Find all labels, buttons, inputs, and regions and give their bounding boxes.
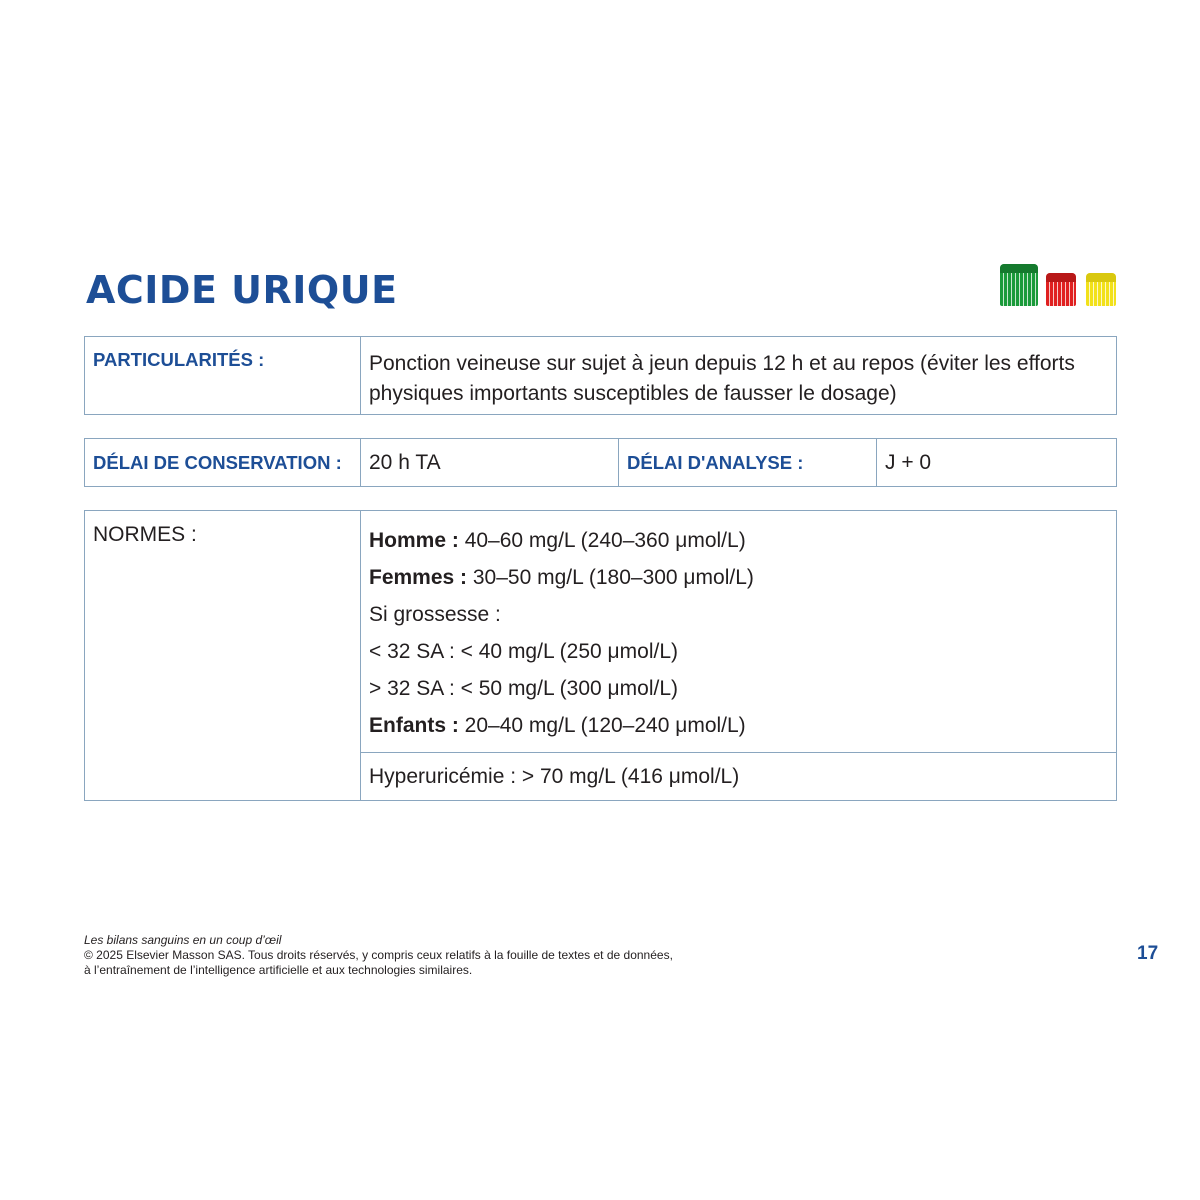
- delais-table: [84, 438, 1117, 487]
- analyse-value: J + 0: [877, 439, 1117, 487]
- conservation-label: DÉLAI DE CONSERVATION :: [85, 439, 361, 487]
- table-row: [85, 511, 1117, 753]
- tube-cap: [1000, 264, 1038, 273]
- tube-body: [1000, 273, 1038, 306]
- normes-table: [84, 510, 1117, 801]
- book-title: Les bilans sanguins en un coup d’œil: [84, 933, 282, 947]
- norm-line-text: 20–40 mg/L (120–240 μmol/L): [458, 714, 746, 737]
- norm-line-bold: Femmes :: [369, 566, 468, 589]
- norm-line: [369, 633, 1108, 670]
- norm-line-bold: Enfants :: [369, 714, 459, 737]
- particularites-table: [84, 336, 1117, 415]
- norm-line-text: > 32 SA : < 50 mg/L (300 μmol/L): [369, 677, 678, 700]
- hyperuricemie-value: Hyperuricémie : > 70 mg/L (416 μmol/L): [361, 753, 1117, 801]
- norm-line: [369, 522, 1108, 559]
- tube-body: [1046, 282, 1076, 306]
- norm-line-text: Si grossesse :: [369, 603, 501, 626]
- norm-line: [369, 670, 1108, 707]
- tube-body: [1086, 282, 1116, 306]
- norm-line-bold: Homme :: [369, 529, 459, 552]
- tube-cap: [1086, 273, 1116, 282]
- page-number: 17: [1137, 943, 1159, 964]
- normes-label: NORMES :: [85, 511, 361, 801]
- particularites-value: Ponction veineuse sur sujet à jeun depuis 12 h et au repos (éviter les efforts physiques importants susceptibles de fausser le dosage): [361, 337, 1117, 415]
- footer: [84, 933, 673, 978]
- table-row: [85, 439, 1117, 487]
- norm-line-text: 40–60 mg/L (240–360 μmol/L): [458, 529, 746, 552]
- page-title: ACIDE URIQUE: [86, 268, 398, 312]
- tube-cap: [1046, 273, 1076, 282]
- green-tube-icon: [1000, 264, 1038, 306]
- norm-line-text: 30–50 mg/L (180–300 μmol/L): [467, 566, 754, 589]
- red-tube-icon: [1046, 273, 1076, 306]
- norm-line: [369, 596, 1108, 633]
- yellow-tube-icon: [1086, 273, 1116, 306]
- copyright-line: © 2025 Elsevier Masson SAS. Tous droits réservés, y compris ceux relatifs à la fouille de textes et de données,: [84, 948, 673, 962]
- norm-line-text: < 32 SA : < 40 mg/L (250 μmol/L): [369, 640, 678, 663]
- norm-line: [369, 707, 1108, 744]
- analyse-label: DÉLAI D'ANALYSE :: [619, 439, 877, 487]
- norm-line: [369, 559, 1108, 596]
- normes-list: [361, 511, 1117, 753]
- copyright-line: à l’entraînement de l’intelligence artificielle et aux technologies similaires.: [84, 963, 473, 977]
- conservation-value: 20 h TA: [361, 439, 619, 487]
- table-row: [85, 337, 1117, 415]
- particularites-label: PARTICULARITÉS :: [85, 337, 361, 415]
- sample-tubes: [1000, 264, 1116, 306]
